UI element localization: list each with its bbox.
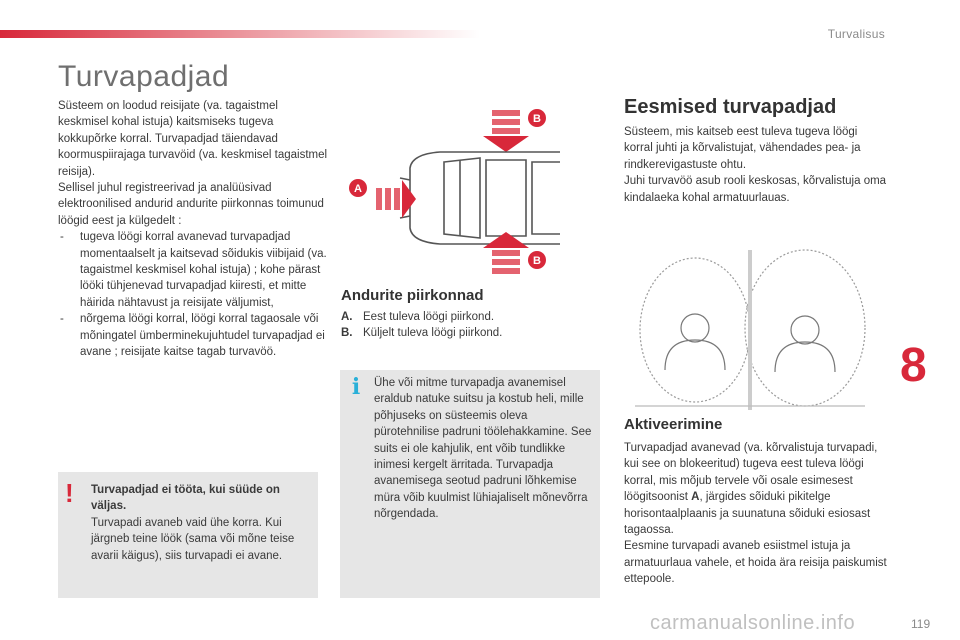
- bullet-dash: -: [60, 313, 64, 326]
- aktiveerimine-heading: Aktiveerimine: [624, 416, 723, 433]
- eesmised-paragraph-1: Süsteem, mis kaitseb eest tuleva tugeva löögi korral juhti ja kõrvalistujat, vähendades pea- ja rindkerevigastuste ohtu.: [624, 126, 861, 171]
- svg-text:A: A: [354, 183, 362, 195]
- warning-icon: !: [65, 478, 74, 508]
- bullet-dash: -: [60, 231, 64, 244]
- andurid-heading: Andurite piirkonnad: [341, 287, 484, 304]
- list-item: B. Küljelt tuleva löögi piirkond.: [341, 327, 503, 340]
- aktiveerimine-text: [624, 440, 889, 588]
- list-item: - nõrgema löögi korral, löögi korral tagaosale või mõningatel ümberminekujuhtudel turvapadjad ei avane ; reisijate kaitse tagab turvavöö.: [60, 313, 325, 359]
- chapter-number: 8: [900, 339, 927, 392]
- marker-b-bottom: [528, 251, 546, 269]
- side-impact-arrow-bottom: [483, 232, 529, 274]
- info-icon: i: [351, 374, 361, 400]
- svg-text:B: B: [533, 255, 541, 267]
- page-title: Turvapadjad: [58, 60, 230, 93]
- warning-body-text: Turvapadi avaneb vaid ühe korra. Kui järgneb teine löök (sama või mõne teise avarii käigus), siis turvapadi ei avane.: [91, 516, 295, 562]
- eesmised-paragraph-2: Juhi turvavöö asub rooli keskosas, kõrvalistuja oma kindalaeka kohal armatuurlauas.: [624, 175, 887, 204]
- page-number: 119: [911, 617, 931, 631]
- aktiveerimine-paragraph-1: Turvapadjad avanevad (va. kõrvalistuja turvapadi, kui see on blokeeritud) tugeva eest tuleva löögi korral, mis mõjub tervele või osale esimesest löögitsoonist A, järgides sõiduki pikitelge horisontaalplaanis ja suunatuna sõiduki esiosast tagaossa.: [624, 442, 878, 537]
- intro-paragraph-1: Süsteem on loodud reisijate (va. tagaistmel keskmisel kohal istuja) kaitsmiseks tugeva kokkupõrke korral. Turvapadjad täiendavad koormuspiirajaga turvavöid (va. keskmisel tagaistmel reisija).: [58, 100, 328, 178]
- intro-text: [58, 98, 328, 361]
- intro-paragraph-2: Sellisel juhul registreerivad ja analüüsivad elektroonilised andurid andurite piirkonnas toimunud löögid eest ja külgedelt :: [58, 182, 324, 227]
- warning-text: [91, 482, 311, 564]
- list-item: A. Eest tuleva löögi piirkond.: [341, 311, 495, 323]
- svg-text:B: B: [533, 113, 541, 125]
- andurid-list: [341, 309, 591, 342]
- watermark: carmanualsonline.info: [650, 612, 856, 634]
- front-airbags-illustration: [625, 240, 870, 412]
- driver-airbag-outline: [640, 258, 750, 402]
- eesmised-text: [624, 124, 889, 206]
- section-label: Turvalisus: [827, 27, 885, 41]
- intro-bullet-list: [58, 229, 328, 360]
- side-impact-arrow-top: [483, 110, 529, 152]
- warning-bold-text: Turvapadjad ei tööta, kui süüde on väljas.: [91, 484, 280, 513]
- marker-a: [349, 179, 367, 197]
- list-item: - tugeva löögi korral avanevad turvapadjad momentaalselt ja kaitsevad sõidukis viibijaid (va. tagaistmel keskmisel kohal istuja) ; kohe pärast lööki tühjenevad turvapadjad kiiresti, et mitte häirida nähtavust ja reisijate väljumist,: [60, 231, 327, 309]
- header-accent-bar: [0, 30, 480, 38]
- eesmised-heading: Eesmised turvapadjad: [624, 96, 837, 118]
- car-impact-zones-diagram: [340, 108, 560, 276]
- aktiveerimine-paragraph-2: Eesmine turvapadi avaneb esiistmel istuja ja armatuurlaua vahele, et hoida ära reisija paiskumist ettepoole.: [624, 540, 887, 586]
- car-outline: [400, 152, 560, 244]
- info-text: Ühe või mitme turvapadja avanemisel eraldub natuke suitsu ja kostub heli, mille põhjuseks on süsteemis oleva pürotehnilise padruni töölehakkamine. See suits ei ole kahjulik, ent võib tundlikke inimesi kergelt ärritada. Turvapadja avanemisega seotud padruni lõhkemise müra võib kuulmist lühiajaliselt mõnevõrra nõrgendada.: [374, 377, 592, 521]
- marker-b-top: [528, 109, 546, 127]
- passenger-airbag-outline: [745, 250, 865, 406]
